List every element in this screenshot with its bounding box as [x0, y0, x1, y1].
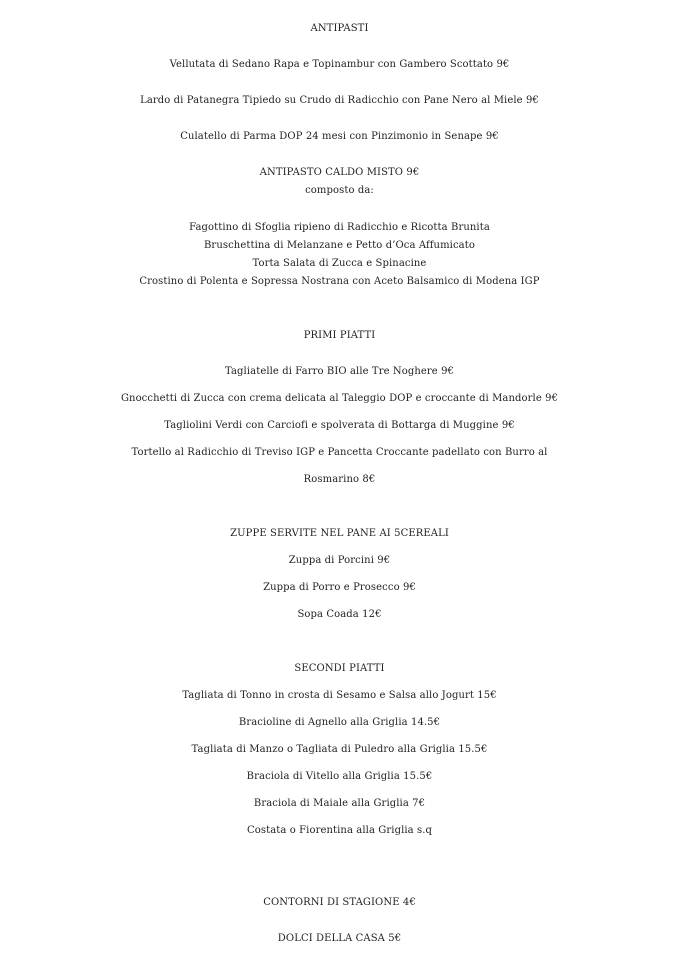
menu-item: Lardo di Patanegra Tipiedo su Crudo di Radicchio con Pane Nero al Miele 9€: [140, 95, 539, 106]
menu-item: Tagliata di Manzo o Tagliata di Puledro alla Griglia 15.5€: [191, 744, 488, 755]
menu-item: Tagliatelle di Farro BIO alle Tre Noghere 9€: [224, 366, 454, 377]
menu-item: Gnocchetti di Zucca con crema delicata al Taleggio DOP e croccante di Mandorle 9€: [120, 393, 559, 404]
section-heading-contorni: CONTORNI DI STAGIONE 4€: [263, 897, 416, 908]
menu-item: Tagliolini Verdi con Carciofi e spolverata di Bottarga di Muggine 9€: [164, 420, 515, 431]
section-heading-zuppe: ZUPPE SERVITE NEL PANE AI 5CEREALI: [230, 528, 449, 539]
menu-item: Bracioline di Agnello alla Griglia 14.5€: [238, 717, 441, 728]
section-heading-primi: PRIMI PIATTI: [303, 330, 376, 341]
section-heading-secondi: SECONDI PIATTI: [294, 663, 385, 674]
section-heading-antipasti: ANTIPASTI: [310, 23, 369, 34]
misto-item: Crostino di Polenta e Sopressa Nostrana con Aceto Balsamico di Modena IGP: [139, 276, 540, 287]
menu-item: Zuppa di Porro e Prosecco 9€: [263, 582, 416, 593]
antipasto-misto-subtitle: composto da:: [305, 185, 374, 196]
menu-item: Braciola di Vitello alla Griglia 15.5€: [246, 771, 433, 782]
menu-item: Tortello al Radicchio di Treviso IGP e Pancetta Croccante padellato con Burro al: [131, 447, 548, 458]
menu-item: Sopa Coada 12€: [297, 609, 382, 620]
menu-item: Vellutata di Sedano Rapa e Topinambur con Gambero Scottato 9€: [169, 59, 510, 70]
menu-item: Zuppa di Porcini 9€: [288, 555, 391, 566]
misto-item: Fagottino di Sfoglia ripieno di Radicchio e Ricotta Brunita: [189, 222, 490, 233]
menu-item: Braciola di Maiale alla Griglia 7€: [253, 798, 426, 809]
antipasto-misto-title: ANTIPASTO CALDO MISTO 9€: [259, 167, 420, 178]
section-heading-dolci: DOLCI DELLA CASA 5€: [277, 933, 402, 944]
menu-item: Tagliata di Tonno in crosta di Sesamo e Salsa allo Jogurt 15€: [182, 690, 497, 701]
menu-item: Culatello di Parma DOP 24 mesi con Pinzimonio in Senape 9€: [180, 131, 499, 142]
misto-item: Torta Salata di Zucca e Spinacine: [252, 258, 427, 269]
menu-item-continuation: Rosmarino 8€: [303, 474, 376, 485]
misto-item: Bruschettina di Melanzane e Petto d’Oca Affumicato: [203, 240, 475, 251]
menu-item: Costata o Fiorentina alla Griglia s.q: [246, 825, 433, 836]
